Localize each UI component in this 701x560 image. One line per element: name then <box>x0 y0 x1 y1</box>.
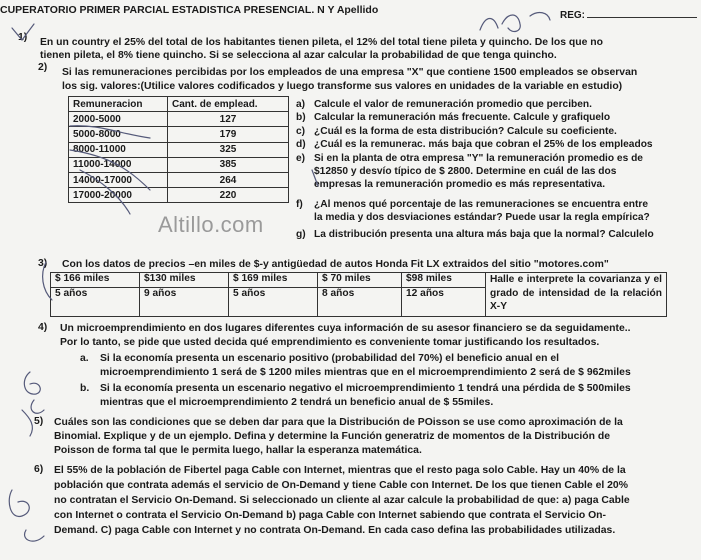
table-row <box>69 142 289 157</box>
q6-line5: Demand. C) paga Cable con Internet y no contrata On-Demand. En cada caso defina las probabilidades utilizadas. <box>54 525 616 536</box>
price-cell: $130 miles <box>140 273 229 288</box>
handwritten-q5-mark <box>22 410 32 436</box>
q4-a-letter: a. <box>80 353 89 364</box>
exam-title: CUPERATORIO PRIMER PARCIAL ESTADISTICA PRESENCIAL. N Y Apellido <box>0 4 379 16</box>
range-cell: 17000-20000 <box>69 188 168 203</box>
q1-number: 1) <box>18 32 28 43</box>
q6-line1: El 55% de la población de Fibertel paga Cable con Internet, mientras que el resto paga solo Cable. Hay un 40% de la <box>54 465 626 476</box>
table-row <box>69 172 289 187</box>
q4-b-letter: b. <box>80 383 90 394</box>
price-cell: $ 169 miles <box>229 273 318 288</box>
q2-number: 2) <box>38 62 48 73</box>
q5-line1: Cuáles son las condiciones que se deben dar para que la Distribución de POisson se use como aproximación de la <box>54 417 623 428</box>
count-cell: 220 <box>168 188 289 203</box>
header-cantidad: Cant. de emplead. <box>168 97 289 112</box>
q6-line4: con Internet o contrata el Servicio On-Demand b) paga Cable con Internet sabiendo que contrata el Servicio On- <box>54 510 606 521</box>
q2-line1: Si las remuneraciones percibidas por los empleados de una empresa "X" que contiene 1500 empleados se observan <box>62 67 638 78</box>
age-cell: 12 años <box>402 288 486 317</box>
q2-item-b: b) Calcular la remuneración más frecuente. Calcule y grafiquelo <box>296 112 611 124</box>
q4-b-line1: Si la economía presenta un escenario negativo el microemprendimiento 1 tendrá una pérdida de $ 500miles <box>100 383 631 394</box>
age-cell: 5 años <box>229 288 318 317</box>
age-cell: 5 años <box>51 288 140 317</box>
q3-instruction: Halle e interprete la covarianza y el grado de intensidad de la relación X-Y <box>486 273 667 317</box>
q6-line3: no contratan el Servicio On-Demand. Si seleccionado un cliente al azar calcule la probabilidad de que: a) paga Cable <box>54 495 630 506</box>
q4-line2: Por lo tanto, se pide que usted decida qué emprendimiento es conveniente tomar justificando los resultados. <box>60 337 600 348</box>
handwritten-q4-margin <box>24 372 44 413</box>
range-cell: 2000-5000 <box>69 112 168 127</box>
table-row <box>69 112 289 127</box>
q2-item-a: a) Calcule el valor de remuneración promedio que perciben. <box>296 99 592 110</box>
count-cell: 127 <box>168 112 289 127</box>
reg-field <box>560 10 697 21</box>
q2-item-e: e) Si en la planta de otra empresa "Y" la remuneración promedio es de <box>296 152 643 164</box>
q2-item-e-cont2: empresas la remuneración promedio es más representativa. <box>314 179 606 191</box>
q5-number: 5) <box>34 416 44 427</box>
q4-a-line2: microemprendimiento 1 será de $ 1200 miles mientras que en el microemprendimiento 2 será de $ 962miles <box>100 367 631 378</box>
price-row <box>51 273 667 288</box>
range-cell: 11000-14000 <box>69 157 168 172</box>
q3-intro: Con los datos de precios –en miles de $-y antigüedad de autos Honda Fit LX extraidos del sitio "motores.com" <box>62 259 609 270</box>
price-cell: $ 70 miles <box>318 273 402 288</box>
q1-line1: En un country el 25% del total de los habitantes tienen pileta, el 12% del total tiene pileta y quincho. De los que no <box>40 37 603 48</box>
count-cell: 179 <box>168 127 289 142</box>
header-remuneracion: Remuneracion <box>69 97 168 112</box>
q4-a-line1: Si la economía presenta un escenario positivo (probabilidad del 70%) el beneficio anual en el <box>100 353 560 364</box>
table-row <box>69 127 289 142</box>
table-row <box>69 188 289 203</box>
age-cell: 8 años <box>318 288 402 317</box>
honda-data-table <box>50 272 667 317</box>
q1-line2: tienen pileta, el 8% tiene quincho. Si se selecciona al azar calcular la probabilidad de que tenga quincho. <box>40 50 557 61</box>
handwritten-scribble-top <box>480 15 520 31</box>
handwritten-scribble-reg <box>530 13 550 20</box>
count-cell: 325 <box>168 142 289 157</box>
altillo-watermark: Altillo.com <box>158 212 264 237</box>
handwritten-q6-margin <box>9 490 44 541</box>
q2-item-d: d) ¿Cuál es la remunerac. más baja que cobran el 25% de los empleados <box>296 139 653 151</box>
q3-number: 3) <box>38 258 48 269</box>
table-row <box>69 157 289 172</box>
table-header-row <box>69 97 289 112</box>
q2-line2: los sig. valores:(Utilice valores codificados y luego transforme sus valores en unidades de la variable en estudio) <box>62 81 623 92</box>
price-cell: $ 166 miles <box>51 273 140 288</box>
q2-item-f: f) ¿Al menos qué porcentaje de las remuneraciones se encuentra entre <box>296 199 649 210</box>
reg-blank-line <box>587 17 697 18</box>
q6-number: 6) <box>34 464 44 475</box>
range-cell: 14000-17000 <box>69 172 168 187</box>
age-cell: 9 años <box>140 288 229 317</box>
q5-line2: Binomial. Explique y de un ejemplo. Defina y determine la Función generatriz de momentos de la Distribución de <box>54 431 611 442</box>
q2-item-f-cont: la media y dos desviaciones estándar? Puede usar la regla empírica? <box>314 212 650 224</box>
q6-line2: población que contrata además el servicio de On-Demand y tiene Cable con Internet. De los que tienen Cable el 20% <box>54 480 628 491</box>
q5-line3: Poisson de forma tal que le permita luego, hallar la esperanza matemática. <box>54 445 422 456</box>
q2-item-e-cont1: $12850 y desvío típico de $ 2800. Determine en cuál de las dos <box>314 166 617 177</box>
range-cell: 5000-8000 <box>69 127 168 142</box>
q4-number: 4) <box>38 322 48 333</box>
q4-line1: Un microemprendimiento en dos lugares diferentes cuya información de su asesor financiero se da seguidamente.. <box>60 323 631 334</box>
remuneration-table <box>68 96 289 203</box>
q4-b-line2: mientras que el microemprendimiento 2 tendrá un beneficio anual de $ 55miles. <box>100 397 494 408</box>
reg-label: REG: <box>560 10 585 21</box>
count-cell: 264 <box>168 172 289 187</box>
range-cell: 8000-11000 <box>69 142 168 157</box>
q2-item-c: c) ¿Cuál es la forma de esta distribución? Calcule su coeficiente. <box>296 125 617 137</box>
q2-item-g: g) La distribución presenta una altura más baja que la normal? Calculelo <box>296 229 654 240</box>
price-cell: $98 miles <box>402 273 486 288</box>
q2-items <box>296 98 696 248</box>
count-cell: 385 <box>168 157 289 172</box>
